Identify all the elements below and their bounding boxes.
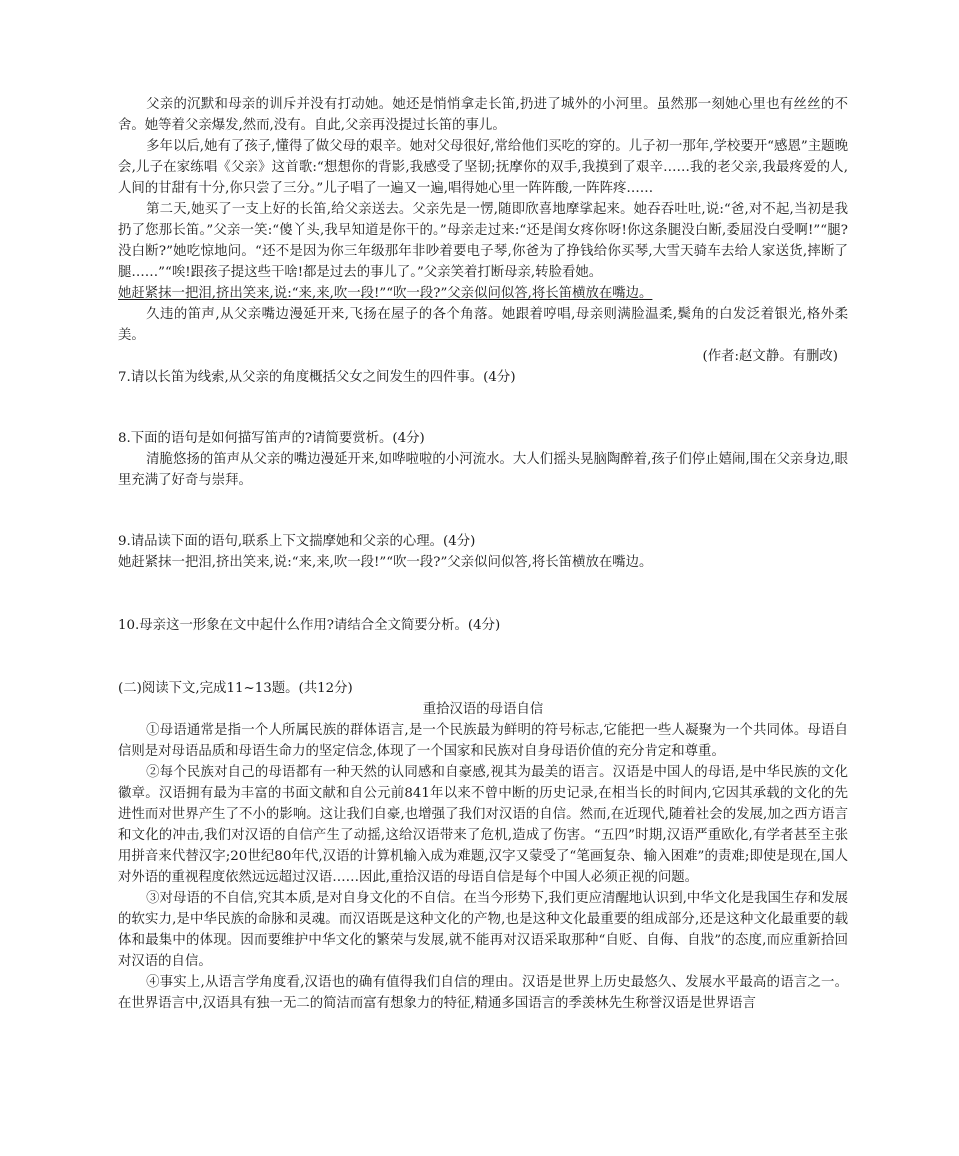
answer-space-8[interactable] <box>118 491 848 531</box>
question-7: 7.请以长笛为线索,从父亲的角度概括父女之间发生的四件事。(4分) <box>118 370 516 385</box>
article-paragraph-1: ①母语通常是指一个人所属民族的群体语言,是一个民族最为鲜明的符号标志,它能把一些人凝聚为一个共同体。母语自信则是对母语品质和母语生命力的坚定信念,体现了一个国家和民族对自身母语价值的充分肯定和尊重。 <box>118 723 848 759</box>
question-10: 10.母亲这一形象在文中起什么作用?请结合全文简要分析。(4分) <box>118 618 501 633</box>
story-paragraph-3: 第二天,她买了一支上好的长笛,给父亲送去。父亲先是一愣,随即欣喜地摩挲起来。她吞吞吐吐,说:“爸,对不起,当初是我扔了您那长笛。”父亲一笑:“傻丫头,我早知道是你干的。”母亲走过来:“还是闺女疼你呀!你这条腿没白断,委屈没白受啊!”“腿?没白断?”她吃惊地问。“还不是因为你三年级那年非吵着要电子琴,你爸为了挣钱给你买琴,大雪天骑车去给人家送货,摔断了腿……”“唉!跟孩子提这些干啥!都是过去的事儿了。”父亲笑着打断母亲,转脸看她。 <box>118 202 848 280</box>
article-paragraph-2: ②每个民族对自己的母语都有一种天然的认同感和自豪感,视其为最美的语言。汉语是中国人的母语,是中华民族的文化徽章。汉语拥有最为丰富的书面文献和自公元前841年以来不曾中断的历史记录,在相当长的时间内,它因其承载的文化的先进性而对世界产生了不小的影响。这让我们自豪,也增强了我们对汉语的自信。然而,在近现代,随着社会的发展,加之西方语言和文化的冲击,我们对汉语的自信产生了动摇,这给汉语带来了危机,造成了伤害。“五四”时期,汉语严重欧化,有学者甚至主张用拼音来代替汉字;20世纪80年代,汉语的计算机输入成为难题,汉字又蒙受了“笔画复杂、输入困难”的责难;即使是现在,国人对外语的重视程度依然远远超过汉语……因此,重拾汉语的母语自信是每个中国人必须正视的问题。 <box>118 765 848 885</box>
answer-space-10[interactable] <box>118 636 848 678</box>
exam-page <box>118 94 848 1014</box>
question-9-quote: 她赶紧抹一把泪,挤出笑来,说:“来,来,吹一段!”“吹一段?”父亲似问似答,将长笛横放在嘴边。 <box>118 555 653 570</box>
underlined-sentence: 她赶紧抹一把泪,挤出笑来,说:“来,来,吹一段!”“吹一段?”父亲似问似答,将长笛横放在嘴边。 <box>118 286 653 301</box>
question-9: 9.请品读下面的语句,联系上下文揣摩她和父亲的心理。(4分) <box>118 534 476 549</box>
answer-space-9[interactable] <box>118 573 848 615</box>
question-8-quote: 清脆悠扬的笛声从父亲的嘴边漫延开来,如哗啦啦的小河流水。大人们摇头晃脑陶醉着,孩子们停止嬉闹,围在父亲身边,眼里充满了好奇与崇拜。 <box>118 452 848 488</box>
answer-space-7[interactable] <box>118 388 848 428</box>
story-paragraph-2: 多年以后,她有了孩子,懂得了做父母的艰辛。她对父母很好,常给他们买吃的穿的。儿子初一那年,学校要开“感恩”主题晚会,儿子在家练唱《父亲》这首歌:“想想你的背影,我感受了坚韧;抚摩你的双手,我摸到了艰辛……我的老父亲,我最疼爱的人,人间的甘甜有十分,你只尝了三分。”儿子唱了一遍又一遍,唱得她心里一阵阵酸,一阵阵疼…… <box>118 139 848 196</box>
story-paragraph-1: 父亲的沉默和母亲的训斥并没有打动她。她还是悄悄拿走长笛,扔进了城外的小河里。虽然那一刻她心里也有丝丝的不舍。她等着父亲爆发,然而,没有。自此,父亲再没提过长笛的事儿。 <box>118 97 848 133</box>
article-paragraph-3: ③对母语的不自信,究其本质,是对自身文化的不自信。在当今形势下,我们更应清醒地认识到,中华文化是我国生存和发展的软实力,是中华民族的命脉和灵魂。而汉语既是这种文化的产物,也是这种文化最重要的组成部分,还是这种文化最重要的载体和最集中的体现。因而要维护中华文化的繁荣与发展,就不能再对汉语采取那种“自贬、自侮、自戕”的态度,而应重新拾回对汉语的自信。 <box>118 891 848 969</box>
source-note: (作者:赵文静。有删改) <box>702 349 838 364</box>
article-title: 重拾汉语的母语自信 <box>422 702 544 717</box>
story-paragraph-4: 久违的笛声,从父亲嘴边漫延开来,飞扬在屋子的各个角落。她跟着哼唱,母亲则满脸温柔,鬓角的白发泛着银光,格外柔美。 <box>118 307 848 343</box>
question-8: 8.下面的语句是如何描写笛声的?请简要赏析。(4分) <box>118 431 425 446</box>
article-paragraph-4: ④事实上,从语言学角度看,汉语也的确有值得我们自信的理由。汉语是世界上历史最悠久、发展水平最高的语言之一。在世界语言中,汉语具有独一无二的简洁而富有想象力的特征,精通多国语言的季羡林先生称誉汉语是世界语言 <box>118 975 848 1011</box>
section-2-heading: (二)阅读下文,完成11~13题。(共12分) <box>118 681 353 696</box>
